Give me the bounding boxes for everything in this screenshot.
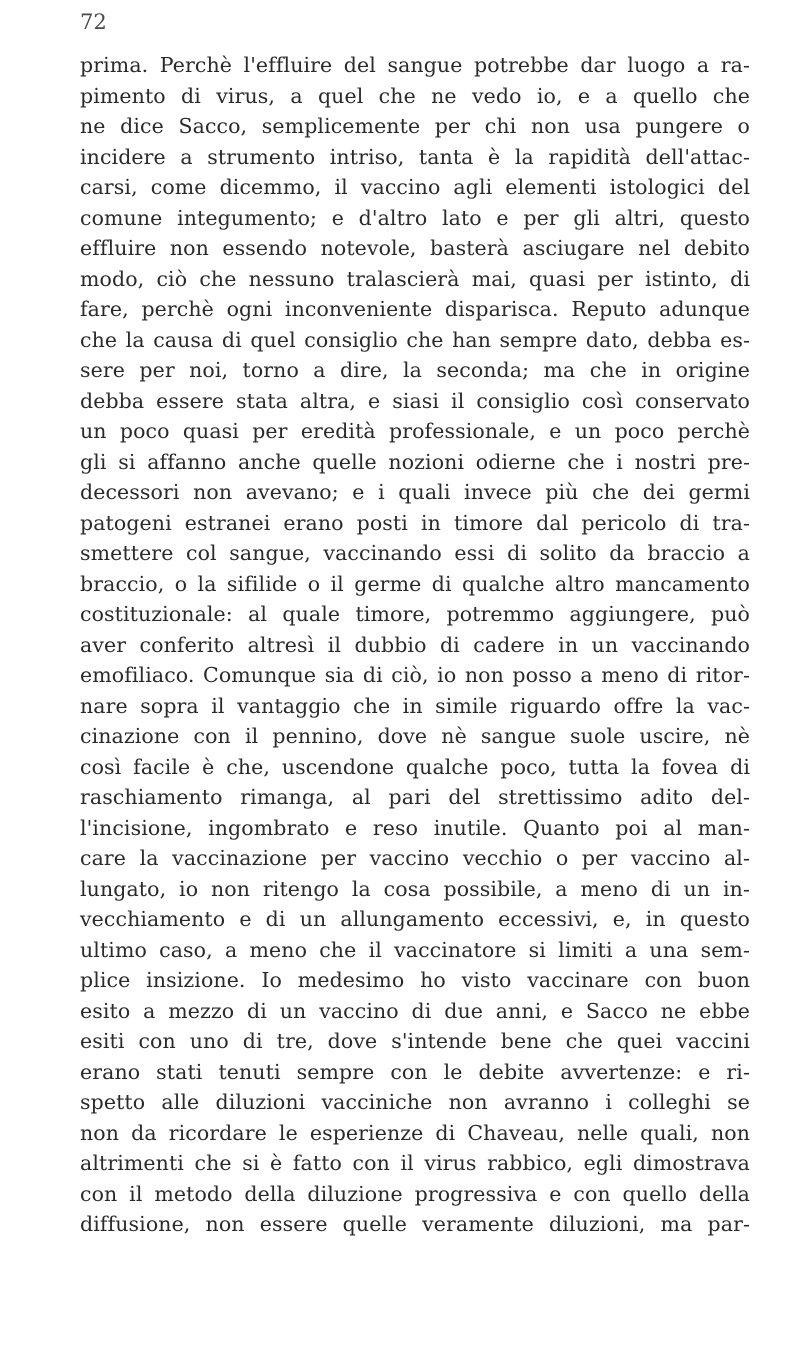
text-line: prima. Perchè l'effluire del sangue potrebbe dar luogo a ra- <box>80 53 750 77</box>
text-line: con il metodo della diluzione progressiva e con quello della <box>80 1181 750 1206</box>
text-line: ne dice Sacco, semplicemente per chi non usa pungere o <box>80 114 750 138</box>
text-line: erano stati tenuti sempre con le debite avvertenze: e ri- <box>80 1059 750 1084</box>
text-line: pimento di virus, a quel che ne vedo io, e a quello che <box>80 83 750 108</box>
text-line: raschiamento rimanga, al pari del strettissimo adito del- <box>80 785 750 809</box>
text-line: spetto alle diluzioni vacciniche non avranno i colleghi se <box>80 1090 750 1114</box>
text-line: aver conferito altresì il dubbio di cadere in un vaccinando <box>80 632 750 657</box>
text-line: care la vaccinazione per vaccino vecchio o per vaccino al- <box>80 846 750 870</box>
text-line: costituzionale: al quale timore, potremmo aggiungere, può <box>80 602 750 626</box>
text-line: gli si affanno anche quelle nozioni odierne che i nostri pre- <box>80 449 750 474</box>
text-line: esiti con uno di tre, dove s'intende bene che quei vaccini <box>80 1029 750 1053</box>
text-line: diffusione, non essere quelle veramente diluzioni, ma par- <box>80 1212 750 1236</box>
text-line: effluire non essendo notevole, basterà asciugare nel debito <box>80 236 750 260</box>
text-line: emofiliaco. Comunque sia di ciò, io non posso a meno di ritor- <box>80 663 750 687</box>
text-line: debba essere stata altra, e siasi il consiglio così conservato <box>80 388 750 413</box>
text-line: braccio, o la sifilide o il germe di qualche altro mancamento <box>80 571 750 596</box>
text-line: lungato, io non ritengo la cosa possibile, a meno di un in- <box>80 876 750 901</box>
text-line: vecchiamento e di un allungamento eccessivi, e, in questo <box>80 907 750 931</box>
text-line: plice insizione. Io medesimo ho visto vaccinare con buon <box>80 968 750 992</box>
text-line: decessori non avevano; e i quali invece più che dei germi <box>80 480 750 504</box>
text-line: l'incisione, ingombrato e reso inutile. Quanto poi al man- <box>80 815 750 840</box>
text-line: così facile è che, uscendone qualche poco, tutta la fovea di <box>80 754 750 779</box>
text-line: che la causa di quel consiglio che han sempre dato, debba es- <box>80 327 750 352</box>
text-line: altrimenti che si è fatto con il virus rabbico, egli dimostrava <box>80 1151 750 1175</box>
text-line: esito a mezzo di un vaccino di due anni, e Sacco ne ebbe <box>80 998 750 1023</box>
text-line: modo, ciò che nessuno tralascierà mai, quasi per istinto, di <box>80 266 750 291</box>
text-line: cinazione con il pennino, dove nè sangue suole uscire, nè <box>80 724 750 748</box>
text-line: incidere a strumento intriso, tanta è la rapidità dell'attac- <box>80 144 750 169</box>
text-line: sere per noi, torno a dire, la seconda; ma che in origine <box>80 358 750 382</box>
text-line: un poco quasi per eredità professionale, e un poco perchè <box>80 419 750 443</box>
text-line: smettere col sangue, vaccinando essi di solito da braccio a <box>80 541 750 565</box>
text-line: non da ricordare le esperienze di Chaveau, nelle quali, non <box>80 1120 750 1145</box>
text-line: fare, perchè ogni inconveniente disparisca. Reputo adunque <box>80 297 750 321</box>
text-line: patogeni estranei erano posti in timore dal pericolo di tra- <box>80 510 750 535</box>
text-line: ultimo caso, a meno che il vaccinatore si limiti a una sem- <box>80 937 750 962</box>
text-line: comune integumento; e d'altro lato e per gli altri, questo <box>80 205 750 230</box>
body-text <box>80 50 750 1240</box>
text-line: nare sopra il vantaggio che in simile riguardo offre la vac- <box>80 693 750 718</box>
text-line: carsi, come dicemmo, il vaccino agli elementi istologici del <box>80 175 750 199</box>
page-number: 72 <box>80 10 107 34</box>
